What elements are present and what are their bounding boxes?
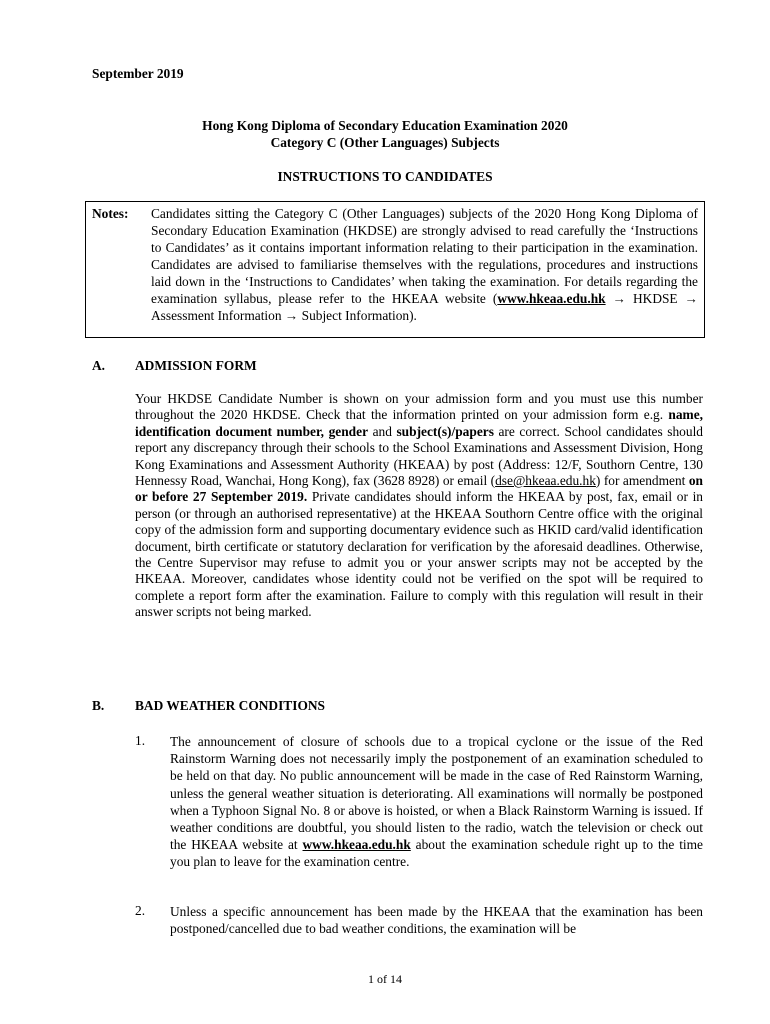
document-date: September 2019: [92, 66, 184, 81]
section-a-title: ADMISSION FORM: [135, 358, 257, 373]
item-2-text: Unless a specific announcement has been made by the HKEAA that the examination has been postponed/cancelled due to bad weather conditions, the examination will be: [170, 904, 703, 937]
notes-text-b: → HKDSE → Assessment Information → Subject Information).: [151, 291, 698, 323]
section-a-paragraph: Your HKDSE Candidate Number is shown on your admission form and you must use this number throughout the 2020 HKDSE. Check that the information printed on your admission form e.g. name, identification document number, gender and subject(s)/papers are correct. School candidates should report any discrepancy through their schools to the School Examinations and Assessment Division, Hong Kong Examinations and Assessment Authority (HKEAA) by post (Address: 12/F, Southorn Centre, 130 Hennessy Road, Wanchai, Hong Kong), fax (3628 8928) or email (dse@hkeaa.edu.hk) for amendment on or before 27 September 2019. Private candidates should inform the HKEAA by post, fax, email or in person (or through an authorised representative) at the HKEAA Southorn Centre office with the original copy of the admission form and supporting documentary evidence such as HKID card/valid identification document, birth certificate or statutory declaration for verification by the aforesaid deadlines. Otherwise, the Centre Supervisor may refuse to admit you or your answer scripts may not be accepted by the HKEAA. Moreover, candidates whose identity could not be verified on the spot will be required to complete a report form after the examination. Failure to comply with this regulation will result in their answer scripts not being marked.: [135, 391, 703, 620]
section-a-letter: A.: [92, 358, 106, 373]
page-number: 1 of 14: [368, 972, 402, 986]
notes-text-a: Candidates sitting the Category C (Other Languages) subjects of the 2020 Hong Kong Diploma of Secondary Education Examination (HKDSE) are strongly advised to read carefully the ‘Instructions to Candidates’ as it contains important information relating to their participation in the examination. Candidates are advised to familiarise themselves with the regulations, procedures and instructions laid down in the ‘Instructions to Candidates’ when taking the examination. For details regarding the examination syllabus, please refer to the HKEAA website (: [151, 206, 698, 306]
document-subtitle: Category C (Other Languages) Subjects: [270, 135, 500, 150]
hkeaa-website-link-2[interactable]: www.hkeaa.edu.hk: [302, 837, 411, 853]
notes-box: [85, 201, 705, 338]
document-title: Hong Kong Diploma of Secondary Education Examination 2020: [202, 118, 568, 133]
hkeaa-website-link[interactable]: www.hkeaa.edu.hk: [497, 291, 606, 306]
instructions-heading: INSTRUCTIONS TO CANDIDATES: [277, 169, 493, 184]
email-link[interactable]: dse@hkeaa.edu.hk: [495, 473, 596, 489]
notes-text: [151, 205, 698, 324]
section-b-letter: B.: [92, 698, 105, 713]
notes-label: Notes:: [92, 206, 129, 221]
section-b-title: BAD WEATHER CONDITIONS: [135, 698, 325, 713]
item-1-number: 1.: [135, 733, 146, 748]
item-1-text: The announcement of closure of schools due to a tropical cyclone or the issue of the Red Rainstorm Warning does not necessarily imply the postponement of an examination scheduled to be held on that day. No public announcement will be made in the case of Red Rainstorm Warning, unless the general weather situation is deteriorating. All examinations will normally be postponed when a Typhoon Signal No. 8 or above is hoisted, or when a Black Rainstorm Warning is issued. If weather conditions are doubtful, you should listen to the radio, watch the television or check out the HKEAA website at www.hkeaa.edu.hk about the examination schedule right up to the time you plan to leave for the examination centre.: [170, 734, 703, 870]
item-2-number: 2.: [135, 903, 146, 918]
